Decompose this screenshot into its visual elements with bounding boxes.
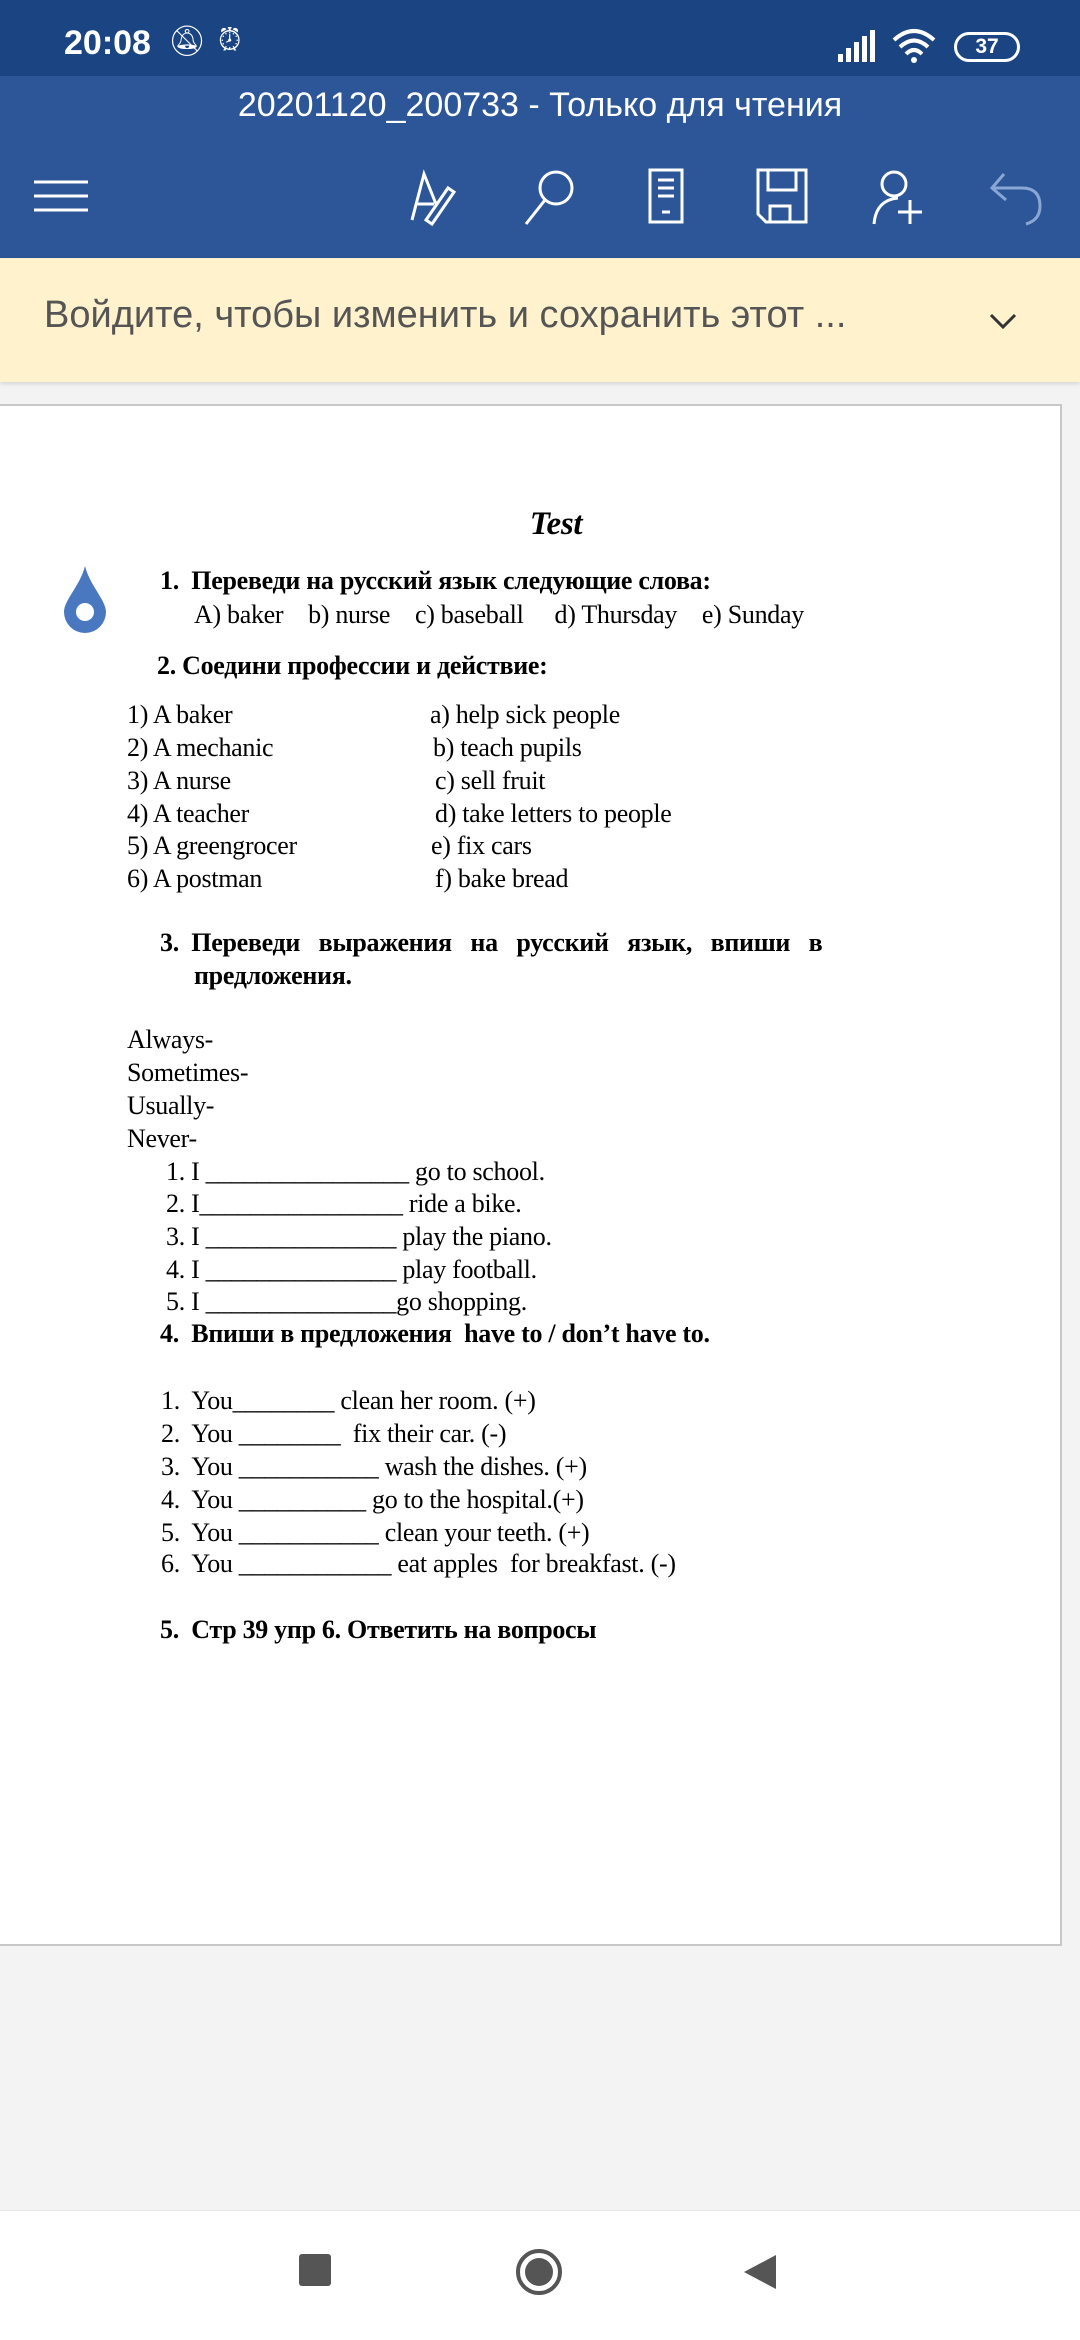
sentence: 5. I _______________go shopping. (166, 1287, 527, 1316)
app-bar (0, 76, 1080, 258)
sentence: 2. You ________ fix their car. (-) (161, 1419, 507, 1448)
sentence: 5. You ___________ clean your teeth. (+) (161, 1518, 590, 1547)
save-icon[interactable] (750, 164, 814, 228)
wifi-icon (892, 28, 936, 64)
search-icon[interactable] (518, 164, 582, 228)
profession: 3) A nurse (127, 766, 231, 795)
profession: 5) A greengrocer (127, 831, 297, 860)
recents-button[interactable] (298, 2253, 332, 2287)
sentence: 1. I ________________ go to school. (166, 1157, 545, 1186)
action: e) fix cars (431, 831, 532, 860)
status-bar (0, 0, 1080, 76)
section-1-heading: 1. Переведи на русский язык следующие слова: (160, 566, 711, 595)
battery-indicator: 37 (954, 32, 1020, 62)
sentence: 3. You ___________ wash the dishes. (+) (161, 1452, 587, 1481)
section-4-heading: 4. Впиши в предложения have to / don’t have to. (160, 1319, 710, 1348)
adverb: Never- (127, 1124, 197, 1153)
profession: 4) A teacher (127, 799, 250, 828)
system-nav-bar (0, 2210, 1080, 2340)
edit-draw-icon[interactable] (404, 164, 468, 228)
back-button[interactable] (742, 2253, 778, 2291)
sentence: 4. You __________ go to the hospital.(+) (161, 1485, 584, 1514)
action: c) sell fruit (435, 766, 546, 795)
section-3-heading-cont: предложения. (194, 961, 352, 990)
section-3-heading: 3. Переведи выражения на русский язык, впиши в (160, 928, 823, 957)
alarm-icon: ⏰︎ (218, 24, 242, 57)
section-5-heading: 5. Стр 39 упр 6. Ответить на вопросы (160, 1615, 597, 1644)
action: d) take letters to people (435, 799, 672, 828)
document-title: 20201120_200733 - Только для чтения (237, 86, 843, 124)
adverb: Usually- (127, 1091, 215, 1120)
action: b) teach pupils (433, 733, 582, 762)
profession: 6) A postman (127, 864, 263, 893)
undo-icon[interactable] (986, 164, 1050, 228)
signal-icon (838, 30, 878, 62)
chevron-down-icon[interactable] (988, 306, 1018, 336)
sentence: 1. You________ clean her room. (+) (161, 1386, 536, 1415)
sign-in-banner[interactable] (0, 258, 1080, 382)
action: a) help sick people (430, 700, 620, 729)
sentence: 3. I _______________ play the piano. (166, 1222, 552, 1251)
profession: 1) A baker (127, 700, 233, 729)
adverb: Always- (127, 1025, 213, 1054)
clock: 20:08 (64, 24, 151, 62)
section-1-words: A) baker b) nurse c) baseball d) Thursday e) Sunday (194, 600, 804, 629)
home-button[interactable] (514, 2247, 564, 2297)
action: f) bake bread (435, 864, 569, 893)
sentence: 6. You ____________ eat apples for breakfast. (-) (161, 1549, 676, 1578)
test-title: Test (529, 506, 583, 542)
mute-bell-icon: 🔕︎ (168, 25, 207, 58)
adverb: Sometimes- (127, 1058, 249, 1087)
section-2-heading: 2. Соедини профессии и действие: (157, 651, 548, 680)
sentence: 2. I________________ ride a bike. (166, 1189, 522, 1218)
cursor-handle-icon[interactable] (60, 566, 110, 636)
share-person-icon[interactable] (868, 164, 932, 228)
banner-text: Войдите, чтобы изменить и сохранить этот ... (44, 294, 847, 336)
menu-icon[interactable] (30, 164, 94, 228)
sentence: 4. I _______________ play football. (166, 1255, 537, 1284)
mobile-view-icon[interactable] (634, 164, 698, 228)
profession: 2) A mechanic (127, 733, 274, 762)
